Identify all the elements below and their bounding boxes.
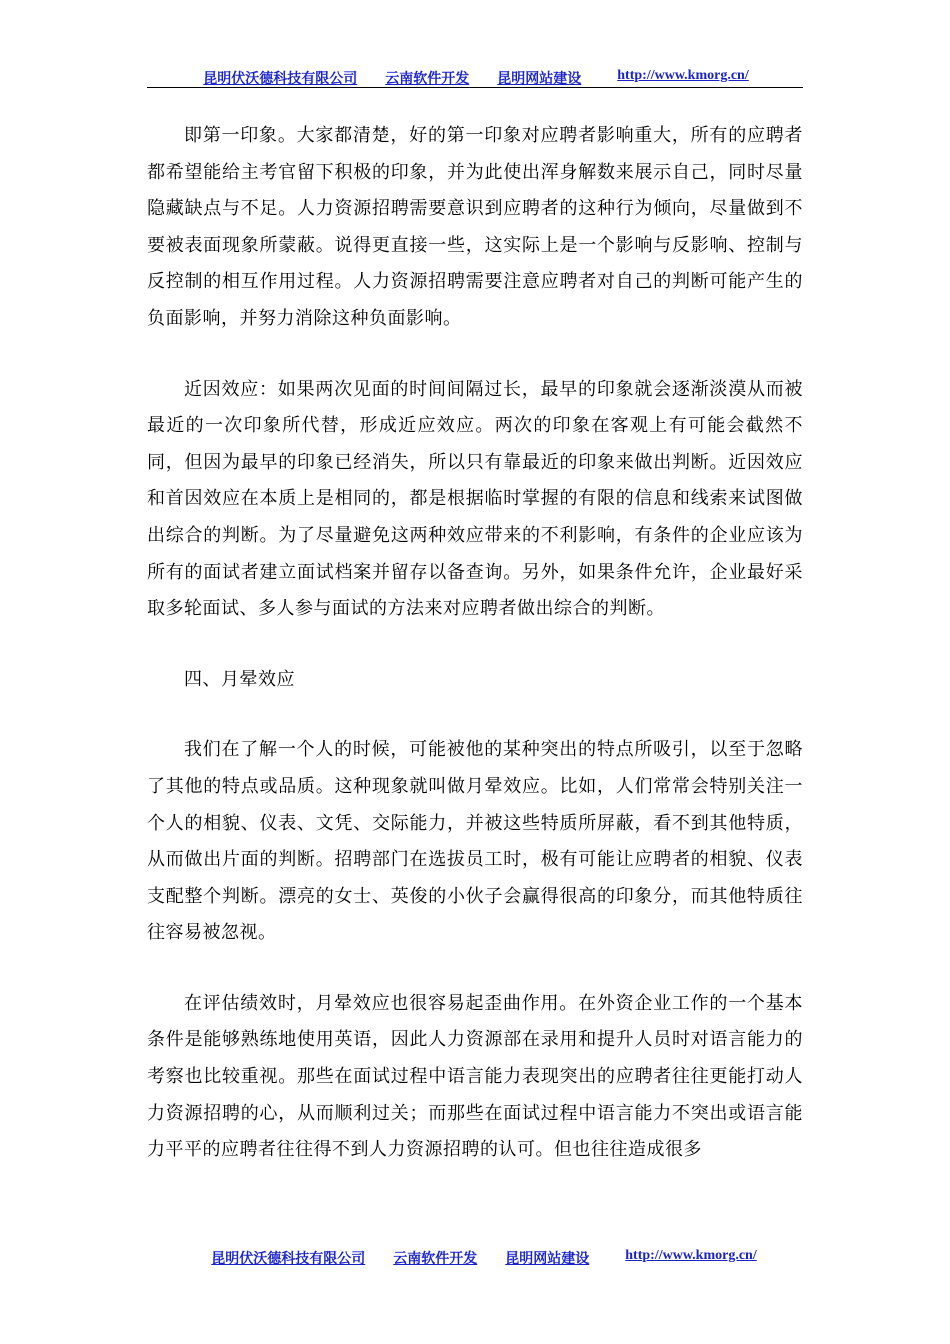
header-link-url[interactable]: http://www.kmorg.cn/ xyxy=(617,68,749,83)
paragraph: 我们在了解一个人的时候，可能被他的某种突出的特点所吸引，以至于忽略了其他的特点或品质。这种现象就叫做月晕效应。比如，人们常常会特别关注一个人的相貌、仪表、文凭、交际能力，并被这些特质所屏蔽，看不到其他特质，从而做出片面的判断。招聘部门在选拔员工时，极有可能让应聘者的相貌、仪表支配整个判断。漂亮的女士、英俊的小伙子会赢得很高的印象分，而其他特质往往容易被忽视。 xyxy=(147,739,803,944)
footer-link-url[interactable]: http://www.kmorg.cn/ xyxy=(625,1248,757,1263)
header-link-company[interactable]: 昆明伏沃德科技有限公司 xyxy=(203,72,358,87)
header-link-software[interactable]: 云南软件开发 xyxy=(385,72,470,87)
paragraph: 近因效应：如果两次见面的时间间隔过长，最早的印象就会逐渐淡漠从而被最近的一次印象所代替，形成近应效应。两次的印象在客观上有可能会截然不同，但因为最早的印象已经消失，所以只有靠最近的印象来做出判断。近因效应和首因效应在本质上是相同的，都是根据临时掌握的有限的信息和线索来试图做出综合的判断。为了尽量避免这两种效应带来的不利影响，有条件的企业应该为所有的面试者建立面试档案并留存以备查询。另外，如果条件允许，企业最好采取多轮面试、多人参与面试的方法来对应聘者做出综合的判断。 xyxy=(147,378,803,620)
header-divider xyxy=(147,87,803,88)
footer-link-website[interactable]: 昆明网站建设 xyxy=(505,1252,590,1267)
paragraph: 即第一印象。大家都清楚，好的第一印象对应聘者影响重大，所有的应聘者都希望能给主考官留下积极的印象，并为此使出浑身解数来展示自己，同时尽量隐藏缺点与不足。人力资源招聘需要意识到应聘者的这种行为倾向，尽量做到不要被表面现象所蒙蔽。说得更直接一些，这实际上是一个影响与反影响、控制与反控制的相互作用过程。人力资源招聘需要注意应聘者对自己的判断可能产生的负面影响，并努力消除这种负面影响。 xyxy=(147,125,803,329)
document-body xyxy=(147,118,803,1203)
page-footer xyxy=(0,1248,950,1268)
footer-link-company[interactable]: 昆明伏沃德科技有限公司 xyxy=(211,1252,366,1267)
header-link-website[interactable]: 昆明网站建设 xyxy=(497,72,582,87)
section-heading: 四、月晕效应 xyxy=(184,668,295,690)
page-header xyxy=(0,68,950,88)
footer-link-software[interactable]: 云南软件开发 xyxy=(393,1252,478,1267)
paragraph: 在评估绩效时，月晕效应也很容易起歪曲作用。在外资企业工作的一个基本条件是能够熟练地使用英语，因此人力资源部在录用和提升人员时对语言能力的考察也比较重视。那些在面试过程中语言能力表现突出的应聘者往往更能打动人力资源招聘的心，从而顺利过关；而那些在面试过程中语言能力不突出或语言能力平平的应聘者往往得不到人力资源招聘的认可。但也往往造成很多 xyxy=(147,992,803,1161)
